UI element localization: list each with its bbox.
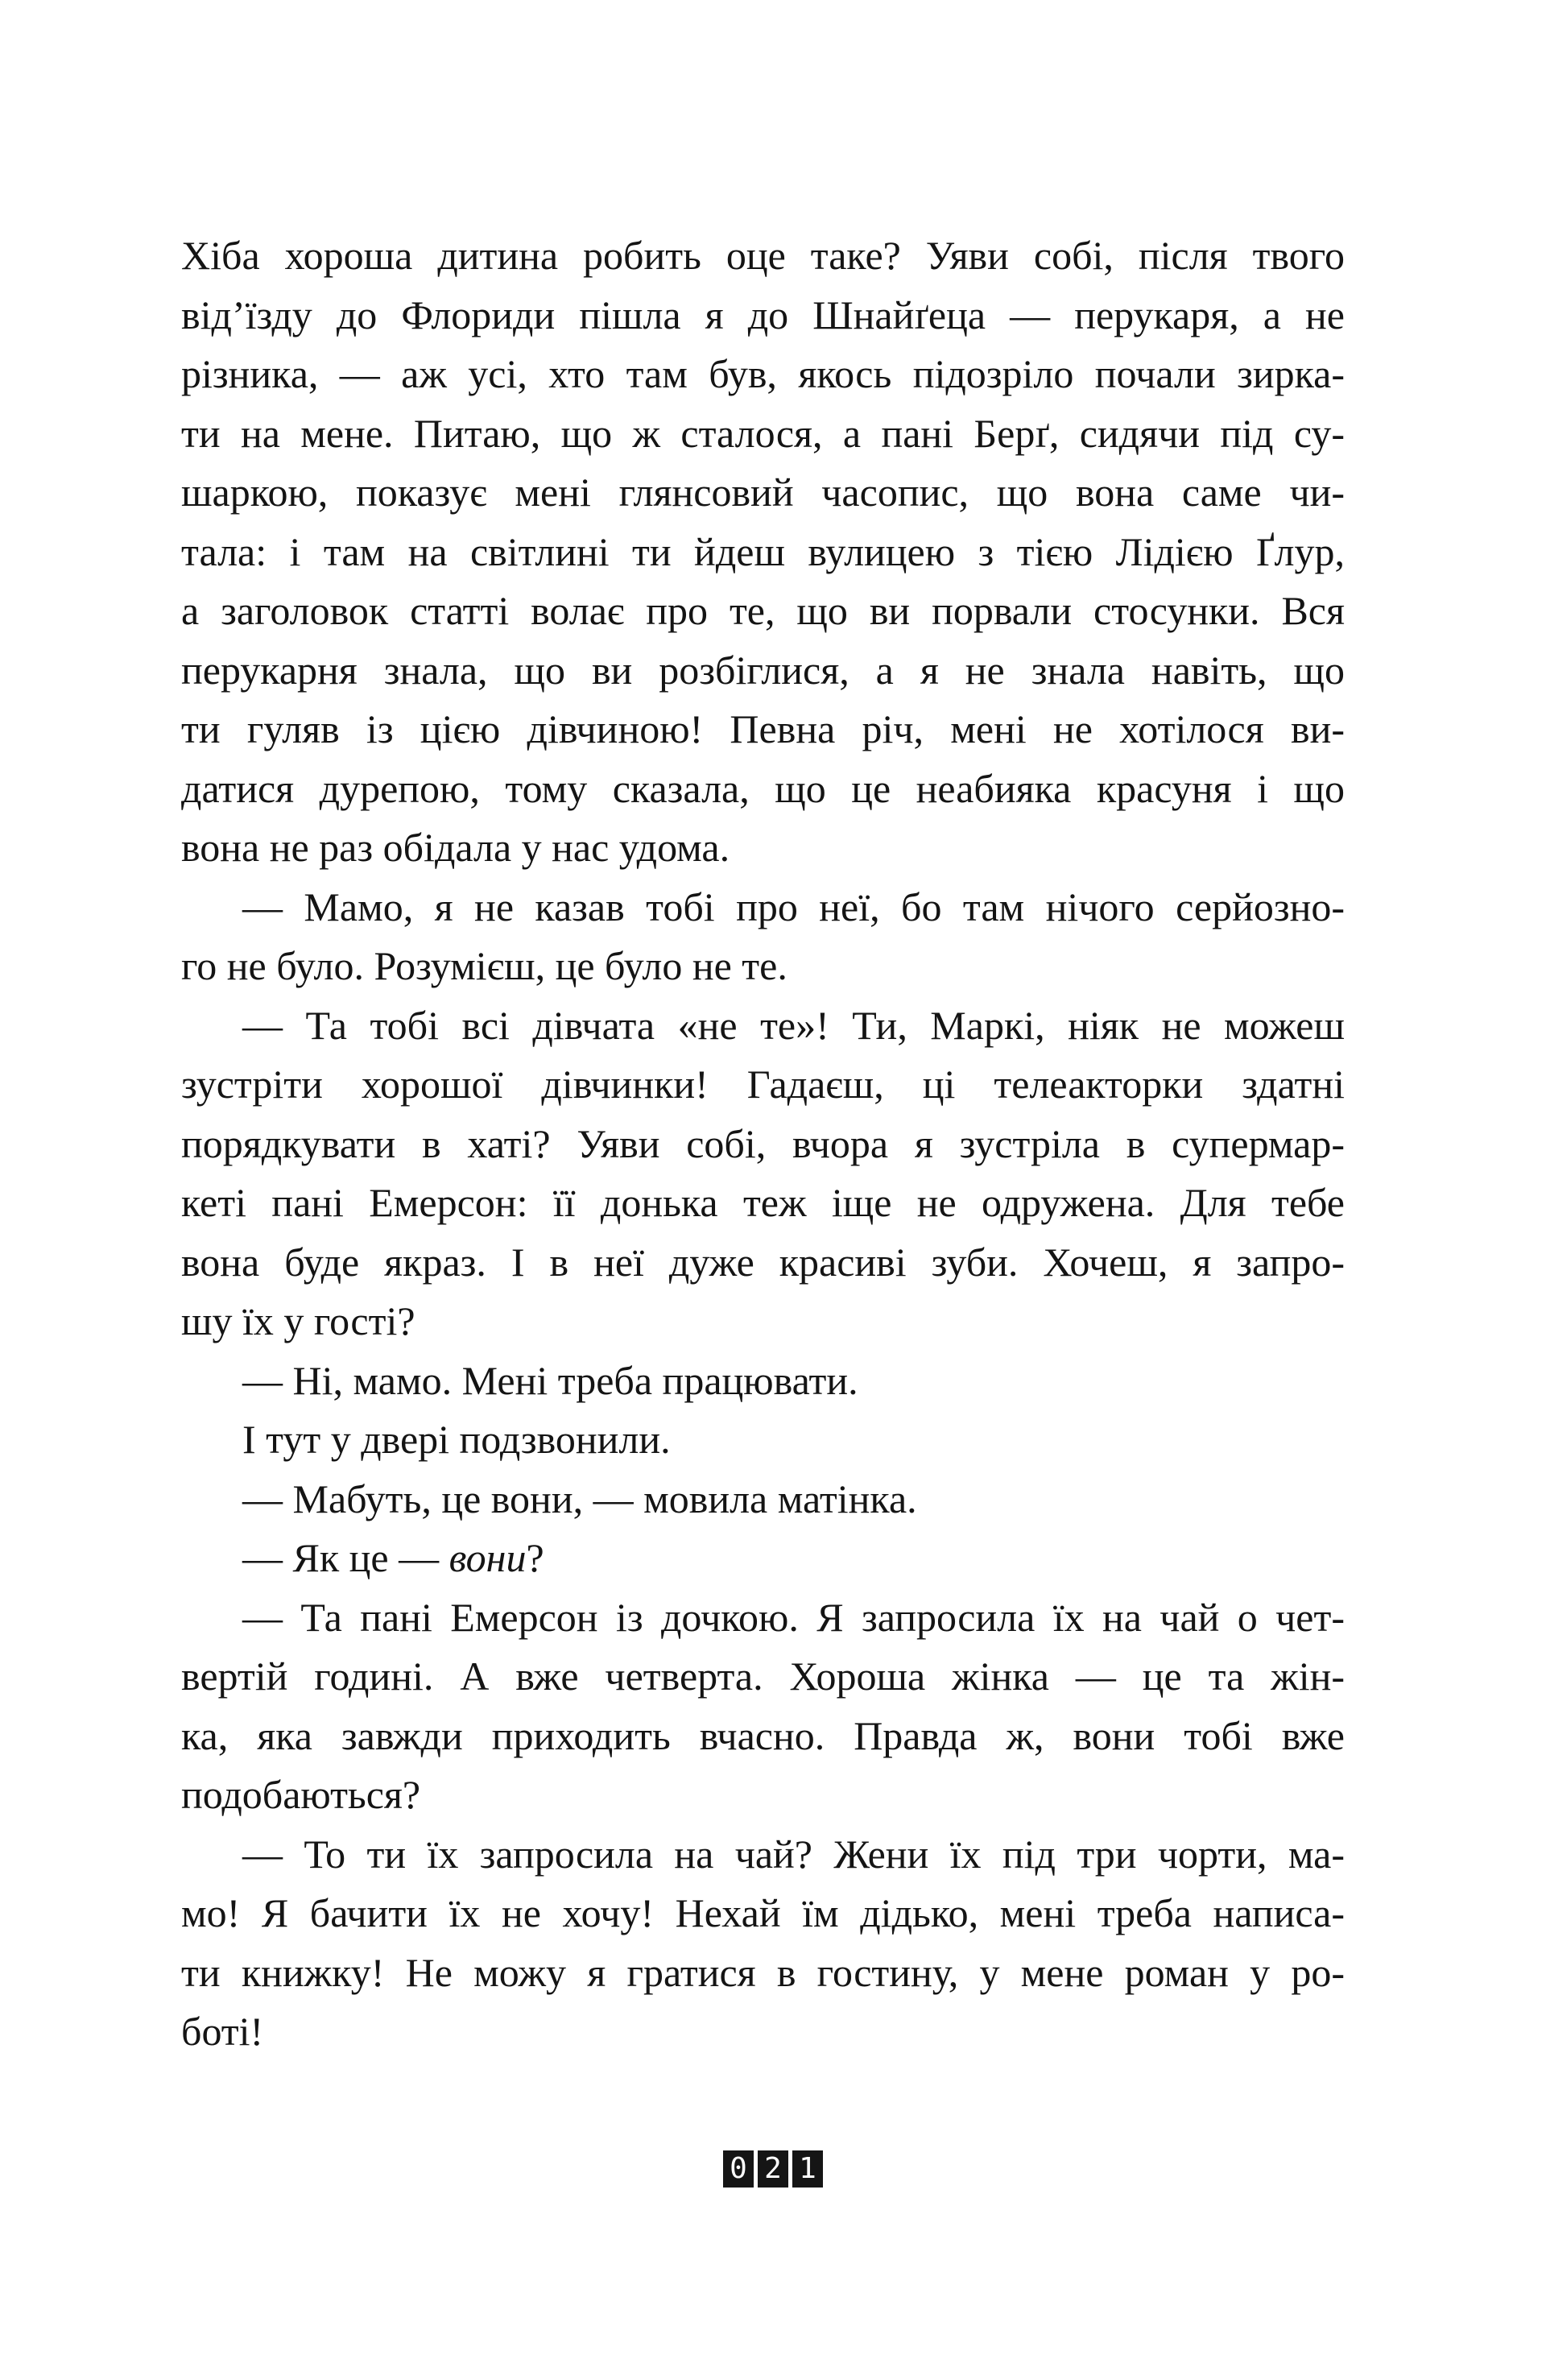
text-line	[181, 1351, 1345, 1411]
text-segment: — Ні, мамо. Мені треба працювати.	[242, 1357, 858, 1403]
text-line	[181, 878, 1345, 938]
text-line	[181, 700, 1345, 760]
text-line	[181, 1765, 1345, 1825]
page-text-block	[181, 226, 1345, 2062]
text-segment: — Мамо, я не казав тобі про неї, бо там нічого серйозно-	[242, 884, 1345, 929]
text-segment: ?	[526, 1535, 544, 1580]
text-segment: — Та пані Емерсон із дочкою. Я запросила їх на чай о чет-	[242, 1594, 1345, 1640]
text-line	[181, 1707, 1345, 1766]
text-line	[181, 1825, 1345, 1885]
text-line	[181, 1292, 1345, 1351]
text-segment: різника, — аж усі, хто там був, якось підозріло почали зирка-	[181, 351, 1345, 396]
text-line	[181, 1173, 1345, 1233]
text-segment: — То ти їх запросила на чай? Жени їх під три чорти, ма-	[242, 1831, 1345, 1877]
text-segment: порядкувати в хаті? Уяви собі, вчора я зустріла в супермар-	[181, 1120, 1345, 1166]
page-number-digit-box: 1	[792, 2150, 823, 2188]
page-number-digit-box: 0	[723, 2150, 754, 2188]
text-segment: мо! Я бачити їх не хочу! Нехай їм дідько, мені треба написа-	[181, 1890, 1345, 1935]
italic-text-segment: вони	[449, 1535, 527, 1580]
text-segment: ти на мене. Питаю, що ж сталося, а пані Берґ, сидячи під су-	[181, 410, 1345, 456]
text-segment: а заголовок статті волає про те, що ви порвали стосунки. Вся	[181, 588, 1345, 633]
text-segment: вона буде якраз. І в неї дуже красиві зуби. Хочеш, я запро-	[181, 1239, 1345, 1285]
text-line	[181, 226, 1345, 286]
text-segment: датися дурепою, тому сказала, що це неабияка красуня і що	[181, 765, 1345, 811]
text-segment: ка, яка завжди приходить вчасно. Правда ж, вони тобі вже	[181, 1712, 1345, 1758]
text-segment: шу їх у гості?	[181, 1298, 415, 1343]
text-segment: зустріти хорошої дівчинки! Гадаєш, ці телеакторки здатні	[181, 1062, 1345, 1107]
text-segment: шаркою, показує мені глянсовий часопис, що вона саме чи-	[181, 470, 1345, 515]
text-segment: Хіба хороша дитина робить оце таке? Уяви собі, після твого	[181, 233, 1345, 278]
text-line	[181, 582, 1345, 641]
text-line	[181, 760, 1345, 819]
page-number-digit-box: 2	[758, 2150, 788, 2188]
text-line	[181, 1647, 1345, 1707]
text-segment: боті!	[181, 2009, 264, 2054]
text-line	[181, 345, 1345, 404]
text-line	[181, 463, 1345, 523]
text-segment: від’їзду до Флориди пішла я до Шнайґеца — перукаря, а не	[181, 292, 1345, 337]
text-line	[181, 1943, 1345, 2003]
text-segment: — Як це —	[242, 1535, 449, 1580]
text-line	[181, 937, 1345, 996]
text-line	[181, 286, 1345, 346]
text-segment: І тут у двері подзвонили.	[242, 1417, 671, 1462]
text-line	[181, 2002, 1345, 2062]
text-line	[181, 1529, 1345, 1588]
text-line	[181, 996, 1345, 1056]
text-line	[181, 404, 1345, 464]
text-line	[181, 1115, 1345, 1174]
text-line	[181, 641, 1345, 701]
page-number	[723, 2150, 823, 2188]
text-line	[181, 1233, 1345, 1293]
text-line	[181, 1588, 1345, 1648]
text-segment: го не було. Розумієш, це було не те.	[181, 943, 787, 988]
text-segment: кеті пані Емерсон: її донька теж іще не одружена. Для тебе	[181, 1180, 1345, 1225]
text-line	[181, 1055, 1345, 1115]
text-segment: вертій годині. А вже четверта. Хороша жінка — це та жін-	[181, 1654, 1345, 1699]
text-segment: ти книжку! Не можу я гратися в гостину, у мене роман у ро-	[181, 1949, 1345, 1995]
text-segment: подобаються?	[181, 1772, 421, 1817]
text-segment: — Та тобі всі дівчата «не те»! Ти, Маркі, ніяк не можеш	[242, 1002, 1345, 1048]
text-line	[181, 1884, 1345, 1943]
text-segment: ти гуляв із цією дівчиною! Певна річ, мені не хотілося ви-	[181, 706, 1345, 751]
text-segment: перукарня знала, що ви розбіглися, а я не знала навіть, що	[181, 647, 1345, 693]
text-segment: — Мабуть, це вони, — мовила матінка.	[242, 1476, 917, 1521]
text-line	[181, 818, 1345, 878]
text-segment: тала: і там на світлині ти йдеш вулицею з тією Лідією Ґлур,	[181, 528, 1345, 574]
text-segment: вона не раз обідала у нас удома.	[181, 825, 730, 870]
text-line	[181, 1410, 1345, 1470]
text-line	[181, 523, 1345, 582]
text-line	[181, 1470, 1345, 1529]
